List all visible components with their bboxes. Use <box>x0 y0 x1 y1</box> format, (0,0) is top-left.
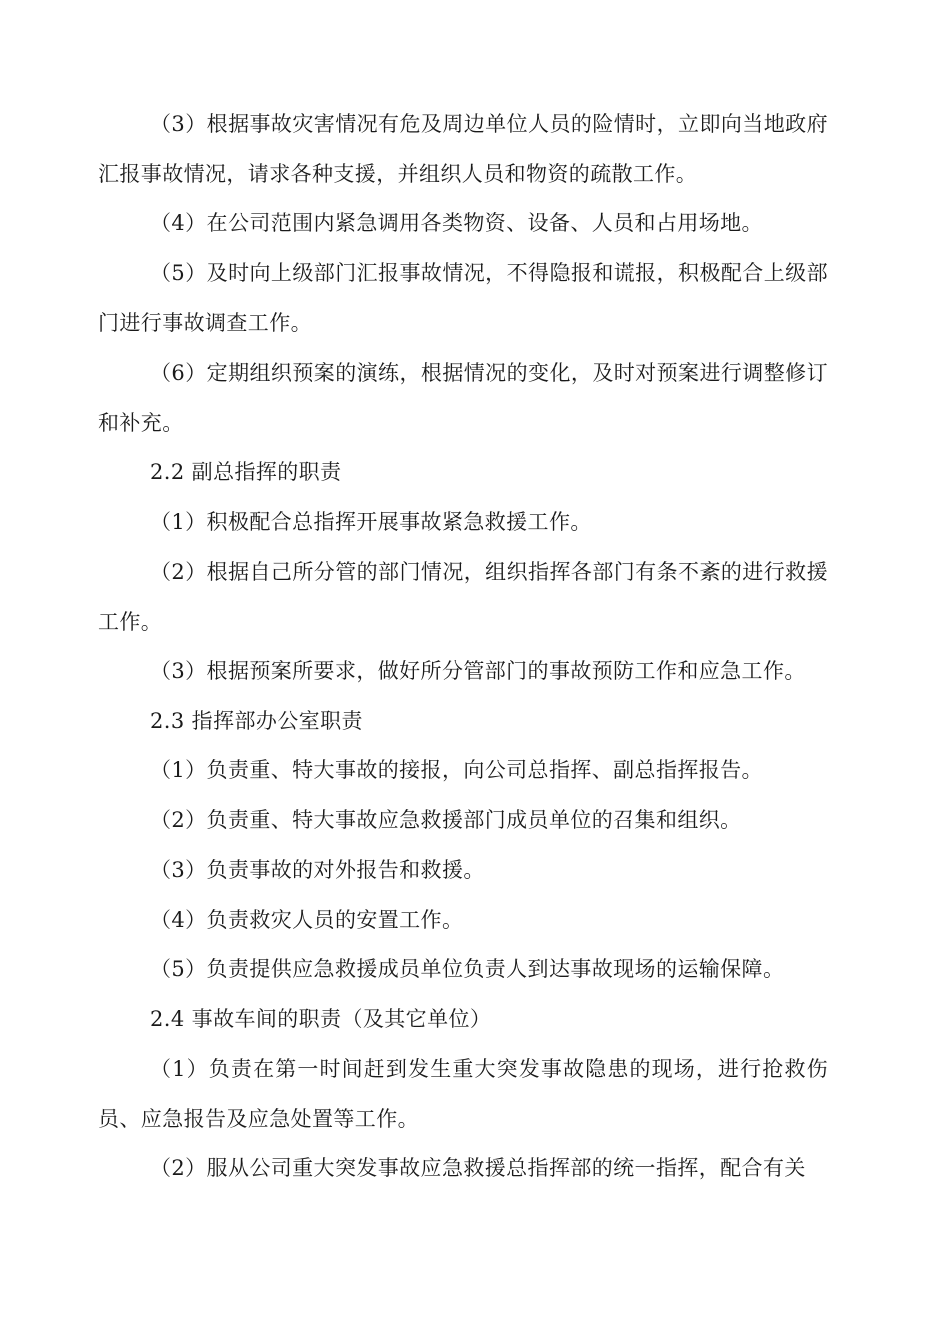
paragraph-4-resource-dispatch: （4）在公司范围内紧急调用各类物资、设备、人员和占用场地。 <box>150 211 763 235</box>
paragraph-2-3-4: （4）负责救灾人员的安置工作。 <box>150 908 464 932</box>
paragraph-2-3-5: （5）负责提供应急救援成员单位负责人到达事故现场的运输保障。 <box>150 957 785 981</box>
paragraph-6-drill: （6）定期组织预案的演练，根据情况的变化，及时对预案进行调整修订和补充。 <box>98 361 828 435</box>
paragraph-2-3-1: （1）负责重、特大事故的接报，向公司总指挥、副总指挥报告。 <box>150 758 763 782</box>
paragraph-5-report-superiors: （5）及时向上级部门汇报事故情况，不得隐报和谎报，积极配合上级部门进行事故调查工作。 <box>98 261 828 335</box>
section-heading-2-3: 2.3 指挥部办公室职责 <box>150 709 363 733</box>
paragraph-2-3-3: （3）负责事故的对外报告和救援。 <box>150 858 485 882</box>
paragraph-2-4-1: （1）负责在第一时间赶到发生重大突发事故隐患的现场，进行抢救伤员、应急报告及应急处置等工作。 <box>98 1057 828 1131</box>
section-heading-2-2: 2.2 副总指挥的职责 <box>150 460 342 484</box>
paragraph-3-hazard-report: （3）根据事故灾害情况有危及周边单位人员的险情时，立即向当地政府汇报事故情况，请求各种支援，并组织人员和物资的疏散工作。 <box>98 112 828 186</box>
paragraph-2-3-2: （2）负责重、特大事故应急救援部门成员单位的召集和组织。 <box>150 808 742 832</box>
paragraph-2-2-3: （3）根据预案所要求，做好所分管部门的事故预防工作和应急工作。 <box>150 659 806 683</box>
paragraph-2-2-2: （2）根据自己所分管的部门情况，组织指挥各部门有条不紊的进行救援工作。 <box>98 560 828 634</box>
paragraph-2-2-1: （1）积极配合总指挥开展事故紧急救援工作。 <box>150 510 592 534</box>
paragraph-2-4-2: （2）服从公司重大突发事故应急救援总指挥部的统一指挥，配合有关 <box>150 1156 806 1180</box>
section-heading-2-4: 2.4 事故车间的职责（及其它单位） <box>150 1007 492 1031</box>
